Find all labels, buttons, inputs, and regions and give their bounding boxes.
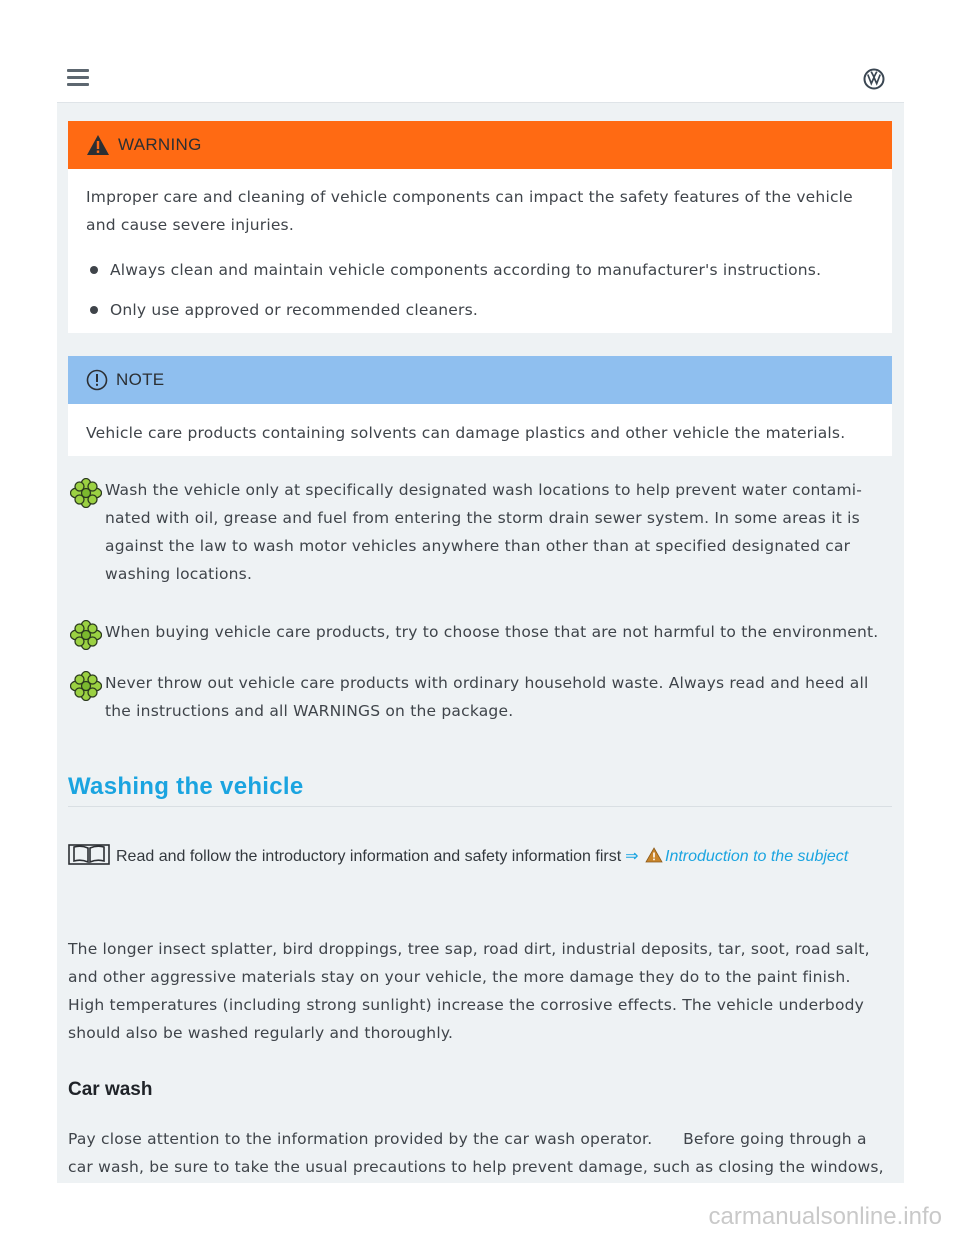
warning-triangle-icon [86,134,110,156]
hamburger-menu-icon[interactable] [67,69,89,87]
warning-triangle-icon [645,847,663,863]
warning-bullet: Only use approved or recommended cleaners. [90,296,880,324]
note-title: NOTE [116,370,165,389]
warning-bullet: Always clean and maintain vehicle components according to manufacturer's instructions. [90,256,880,284]
note-box [68,356,892,456]
exclamation-circle-icon [86,369,108,391]
car-wash-heading: Car wash [68,1079,153,1100]
environment-note-text: Never throw out vehicle care products with ordinary household waste. Always read and heed all the instructions and all WARNINGS on the package. [105,674,869,720]
warning-bullet-list [90,256,880,336]
intro-text: Read and follow the introductory information and safety information first [116,848,622,865]
intro-line [68,843,892,871]
environment-note-text: Wash the vehicle only at specifically designated wash locations to help prevent water contami-nated with oil, grease and fuel from entering the storm drain sewer system. In some areas it is against the law to wash motor vehicles anywhere than other than at specified designated car washing locations. [105,481,863,583]
watermark: carmanualsonline.info [708,1203,942,1230]
damage-paragraph: The longer insect splatter, bird droppings, tree sap, road dirt, industrial deposits, tar, soot, road salt, and other aggressive materials stay on your vehicle, the more damage they do to the paint finish. High temperatures (including strong sunlight) increase the corrosive effects. The vehicle underbody should also be washed regularly and thoroughly. [68,940,870,1042]
vw-logo-icon[interactable] [863,68,885,90]
environment-leaf-icon [70,478,102,508]
environment-leaf-icon [70,620,102,650]
environment-note-text: When buying vehicle care products, try to choose those that are not harmful to the environment. [105,623,879,641]
note-header [68,356,892,404]
content-area [57,103,904,1183]
warning-title: WARNING [118,135,202,154]
car-wash-paragraph: Pay close attention to the information provided by the car wash operator. Before going through a car wash, be sure to take the usual precautions to help prevent damage, such as closing the windows, [68,1130,884,1176]
warning-text: Improper care and cleaning of vehicle components can impact the safety features of the vehicle and cause severe injuries. [86,188,853,234]
warning-header [68,121,892,169]
environment-leaf-icon [70,671,102,701]
open-book-icon [68,843,110,865]
section-heading: Washing the vehicle [68,773,892,807]
arrow-icon: ⇒ [625,848,639,865]
warning-box [68,121,892,333]
intro-link[interactable]: Introduction to the subject [665,848,849,865]
top-bar [57,52,904,103]
note-text: Vehicle care products containing solvents can damage plastics and other vehicle the materials. [86,424,846,442]
